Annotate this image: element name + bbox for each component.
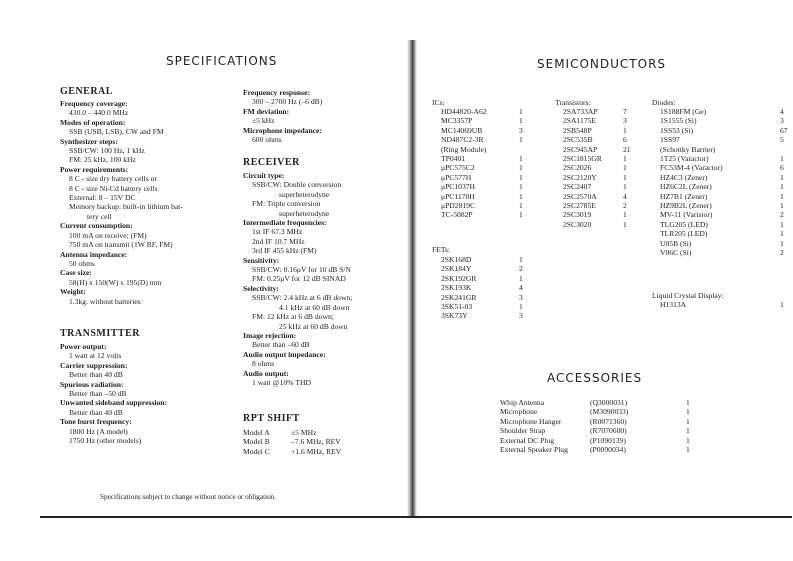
part-name: U05B (Si) — [660, 238, 692, 248]
part-row — [441, 145, 523, 154]
part-qty: 1 — [780, 191, 784, 201]
part-row — [563, 145, 631, 154]
part-qty: 1 — [780, 172, 784, 182]
spec-value: 2nd IF 10.7 MHz — [252, 236, 305, 246]
accessory-name: Microphone Hanger — [500, 416, 562, 426]
part-qty: 7 — [623, 107, 627, 116]
rpt-value: ±5 MHz — [291, 428, 317, 437]
part-row — [441, 255, 523, 264]
part-row — [563, 192, 631, 201]
part-row — [441, 283, 523, 292]
part-qty: 21 — [623, 144, 631, 154]
receiver-list — [243, 171, 352, 387]
part-name: TLG205 (LED) — [660, 219, 708, 229]
part-qty: 1 — [780, 154, 784, 164]
spec-value: 8 ohms — [252, 359, 275, 369]
spec-value: 1 watt at 12 volts — [69, 351, 122, 361]
spec-value: Better than 40 dB — [69, 370, 123, 380]
part-name: μPC575C2 — [441, 163, 475, 173]
part-qty: 1 — [623, 125, 627, 135]
part-qty: 4 — [519, 283, 523, 293]
spec-label: Modes of operation: — [60, 117, 126, 127]
part-name: 2SC3019 — [563, 210, 592, 220]
part-qty: 1 — [623, 154, 627, 164]
spec-label: Unwanted sideband suppression: — [60, 398, 168, 408]
part-name: μPC1037H — [441, 182, 476, 192]
spec-value: superheterodyne — [279, 189, 330, 199]
general-list — [60, 99, 183, 306]
spec-value: SSB (USB, LSB), CW and FM — [69, 127, 164, 137]
spec-label: Case size: — [60, 268, 92, 278]
rpt-model: Model A — [243, 428, 270, 437]
part-row — [660, 135, 788, 144]
spec-value: 25 kHz at 60 dB down — [279, 321, 348, 331]
semiconductors-title: SEMICONDUCTORS — [537, 57, 667, 71]
part-row — [660, 210, 788, 219]
specifications-footnote: Specifications subject to change without notice or obligation. — [100, 493, 277, 501]
part-qty: 1 — [519, 191, 523, 201]
accessory-row — [500, 417, 706, 426]
part-qty: 3 — [519, 292, 523, 302]
fets-heading: FETs: — [432, 245, 451, 254]
part-row — [660, 248, 788, 257]
part-name: HZ9B2L (Zener) — [660, 201, 712, 211]
spec-label: FM deviation: — [243, 106, 290, 116]
spec-label: Spurious radiation: — [60, 379, 124, 389]
part-name: 2SK184Y — [441, 264, 472, 274]
part-row — [660, 163, 788, 172]
part-qty: 1 — [780, 300, 784, 309]
accessory-row — [500, 426, 706, 435]
specifications-title: SPECIFICATIONS — [166, 54, 278, 68]
accessory-code: (M3090033) — [590, 407, 629, 417]
spec-label: Current consumption: — [60, 221, 133, 231]
part-row — [660, 116, 788, 125]
accessory-row — [500, 398, 706, 407]
spec-value: SSB/CW: Double conversion — [252, 180, 342, 190]
lcd-list — [660, 300, 784, 309]
spec-value: Memory backup: built-in lithium bat- — [69, 202, 183, 212]
spec-value: FM: Triple conversion — [252, 199, 321, 209]
accessory-name: External Speaker Plug — [500, 445, 568, 455]
accessory-qty: 1 — [686, 398, 690, 407]
part-qty: 2 — [623, 201, 627, 211]
part-qty: 1 — [780, 219, 784, 229]
fets-list — [441, 255, 523, 321]
part-row — [441, 264, 523, 273]
part-row — [441, 135, 523, 144]
spec-value: 100 mA on receive; (FM) — [69, 230, 147, 240]
part-qty: 1 — [519, 154, 523, 164]
accessory-code: (R7070600) — [590, 426, 627, 436]
part-name: TC-5082P — [441, 210, 473, 220]
part-name: TLR205 (LED) — [660, 229, 708, 239]
part-qty: 2 — [780, 210, 784, 220]
part-qty: 1 — [623, 172, 627, 182]
spec-value: Better than –60 dB — [252, 340, 310, 350]
part-row — [441, 293, 523, 302]
part-row — [441, 126, 523, 135]
part-qty: 5 — [780, 135, 784, 145]
spec-value: SSB/CW: 2.4 kHz at 6 dB down; — [252, 293, 353, 303]
part-name: 2SK241GR — [441, 292, 477, 302]
rpt-shift-table — [243, 428, 341, 456]
part-row — [563, 210, 631, 219]
part-qty: 3 — [519, 311, 523, 321]
part-row — [441, 274, 523, 283]
part-name: 2SK192GR — [441, 273, 477, 283]
part-name: V06C (Si) — [660, 248, 692, 258]
accessory-qty: 1 — [686, 426, 690, 436]
spec-value: 300 – 2700 Hz (–6 dB) — [252, 97, 323, 107]
part-row — [660, 182, 788, 191]
spec-label: Tone burst frequency: — [60, 417, 132, 427]
part-qty: 1 — [519, 182, 523, 192]
spec-value: FM: 12 kHz at 6 dB down; — [252, 312, 334, 322]
spec-value: Better than 40 dB — [69, 407, 123, 417]
spec-label: Circuit type: — [243, 171, 285, 180]
accessory-row — [500, 445, 706, 454]
part-name: 2SC3020 — [563, 219, 592, 229]
ics-list — [441, 107, 523, 220]
rpt-value: +1.6 MHz, REV — [291, 446, 342, 456]
part-row — [441, 107, 523, 116]
part-name: HZ4C3 (Zener) — [660, 172, 708, 182]
part-row — [660, 107, 788, 116]
book-spine — [407, 40, 417, 516]
part-name: 2SC2407 — [563, 182, 592, 192]
part-row — [441, 182, 523, 191]
part-row — [441, 210, 523, 219]
spec-value: 1.3kg. without batteries — [69, 296, 141, 306]
part-qty: 1 — [519, 255, 523, 264]
part-row — [660, 154, 788, 163]
part-qty: 2 — [780, 248, 784, 258]
part-qty: 1 — [780, 201, 784, 211]
spec-value: FM: 0.25μV for 12 dB SINAD — [252, 274, 346, 284]
rpt-shift-heading: RPT SHIFT — [243, 413, 300, 424]
part-name: μPC1170H — [441, 191, 475, 201]
part-row — [563, 182, 631, 191]
lcd-heading: Liquid Crystal Display: — [652, 291, 724, 300]
part-qty: 1 — [519, 116, 523, 126]
part-name: 1T25 (Varactor) — [660, 154, 709, 164]
accessory-code: (R0071360) — [590, 416, 627, 426]
rpt-shift-row — [243, 428, 341, 437]
part-name: 1SS53 (Si) — [660, 125, 694, 135]
part-qty: 1 — [519, 302, 523, 312]
part-name: ND487C2-3R — [441, 135, 484, 145]
part-row — [660, 145, 788, 154]
part-name: HZ7B1 (Zener) — [660, 191, 708, 201]
part-name: FC53M-4 (Varactor) — [660, 163, 723, 173]
part-qty: 1 — [623, 219, 627, 229]
part-row — [563, 135, 631, 144]
accessory-code: (Q3000031) — [590, 398, 628, 407]
part-qty: 1 — [780, 229, 784, 239]
accessory-name: Microphone — [500, 407, 538, 417]
part-row — [660, 300, 784, 309]
accessory-row — [500, 407, 706, 416]
col2-top-list — [243, 88, 322, 144]
spec-value: 50 ohms — [69, 258, 95, 268]
part-row — [660, 201, 788, 210]
part-row — [660, 192, 788, 201]
part-name: 2SC2120Y — [563, 172, 597, 182]
part-name: 2SB548P — [563, 125, 592, 135]
part-row — [441, 173, 523, 182]
part-row — [660, 126, 788, 135]
part-row — [441, 302, 523, 311]
accessory-code: (P0090034) — [590, 445, 626, 455]
rpt-shift-row — [243, 437, 341, 446]
part-name: 2SC535B — [563, 135, 593, 145]
part-qty: 4 — [780, 107, 784, 116]
part-row — [563, 116, 631, 125]
part-qty: 1 — [519, 135, 523, 145]
transistors-list — [563, 107, 631, 229]
general-heading: GENERAL — [60, 86, 113, 97]
accessory-name: Whip Antenna — [500, 398, 545, 407]
part-qty: 3 — [780, 116, 784, 126]
accessory-qty: 1 — [686, 445, 690, 455]
part-name: 2SC1815GR — [563, 154, 602, 164]
spec-value: 430.0 – 440.0 MHz — [69, 108, 129, 118]
part-qty: 6 — [623, 135, 627, 145]
part-row — [563, 173, 631, 182]
accessories-table — [500, 398, 706, 454]
part-qty: 1 — [780, 238, 784, 248]
spec-value: 1st IF 67.3 MHz — [252, 227, 303, 237]
part-row — [441, 192, 523, 201]
part-qty: 1 — [519, 201, 523, 211]
part-name: TP0401 — [441, 154, 466, 164]
accessory-name: Shoulder Strap — [500, 426, 546, 436]
spec-value: 3rd IF 455 kHz (FM) — [252, 246, 317, 256]
spec-value: FM: 25 kHz, 100 kHz — [69, 155, 136, 165]
part-name: 2SC945AP — [563, 144, 598, 154]
ics-heading: ICs: — [432, 98, 445, 107]
part-name: 3SK73Y — [441, 311, 468, 321]
part-qty: 1 — [519, 107, 523, 116]
accessory-qty: 1 — [686, 435, 690, 445]
part-name: HZ6C2L (Zener) — [660, 182, 712, 192]
spec-label: Carrier suppression: — [60, 360, 128, 370]
part-name: 1S1555 (Si) — [660, 116, 697, 126]
spec-label: Frequency coverage: — [60, 99, 128, 108]
part-row — [563, 107, 631, 116]
part-name: MC3357P — [441, 116, 473, 126]
part-qty: 1 — [519, 273, 523, 283]
transmitter-heading: TRANSMITTER — [60, 328, 140, 339]
part-qty: 3 — [519, 125, 523, 135]
spec-label: Synthesizer steps: — [60, 136, 118, 146]
spec-value: 58(H) x 150(W) x 195(D) mm — [69, 277, 162, 287]
spec-value: ±5 kHz — [252, 116, 275, 126]
spec-value: 600 ohms — [252, 135, 282, 145]
accessory-code: (P1090139) — [590, 435, 626, 445]
spec-value: tery cell — [87, 211, 112, 221]
part-qty: 4 — [623, 191, 627, 201]
part-row — [563, 163, 631, 172]
part-name: 3SK51-03 — [441, 302, 473, 312]
part-row — [660, 173, 788, 182]
spec-value: SSB/CW: 0.16μV for 10 dB S/N — [252, 265, 352, 275]
part-qty: 1 — [623, 182, 627, 192]
spec-label: Audio output impedance: — [243, 349, 326, 359]
part-name: μPC577H — [441, 172, 472, 182]
part-name: μPD2819C — [441, 201, 476, 211]
part-name: (Ring Module) — [441, 144, 487, 154]
spec-label: Frequency response: — [243, 88, 311, 97]
part-name: 2SA1175E — [563, 116, 597, 126]
part-qty: 1 — [519, 210, 523, 220]
transistors-heading: Transistors: — [555, 98, 591, 107]
rpt-shift-row — [243, 447, 341, 456]
diodes-heading: Diodes: — [652, 98, 676, 107]
spec-value: 1800 Hz (A model) — [69, 426, 128, 436]
part-row — [441, 116, 523, 125]
part-name: MC14069UB — [441, 125, 483, 135]
part-name: 2SK193K — [441, 283, 472, 293]
part-name: HD44820-A62 — [441, 107, 487, 116]
part-name: 2SC2785E — [563, 201, 596, 211]
part-qty: 3 — [623, 116, 627, 126]
part-qty: 67 — [780, 125, 788, 135]
part-qty: 1 — [623, 210, 627, 220]
accessory-row — [500, 436, 706, 445]
spec-value: External: 8 – 15V DC — [69, 193, 136, 203]
part-qty: 1 — [780, 182, 784, 192]
part-name: 1SS97 — [660, 135, 680, 145]
spec-label: Image rejection: — [243, 330, 297, 340]
receiver-heading: RECEIVER — [243, 157, 300, 168]
bottom-rule — [40, 516, 792, 518]
part-name: 2SA733AP — [563, 107, 598, 116]
spec-value: 8 C - size dry battery cells or — [69, 174, 157, 184]
part-row — [441, 163, 523, 172]
accessories-title: ACCESSORIES — [547, 371, 643, 385]
part-row — [563, 220, 631, 229]
part-row — [563, 201, 631, 210]
accessory-name: External DC Plug — [500, 435, 554, 445]
spec-label: Weight: — [60, 287, 86, 297]
part-row — [660, 239, 788, 248]
spec-value: Better than –50 dB — [69, 389, 127, 399]
part-row — [441, 311, 523, 320]
part-name: MV-11 (Varistor) — [660, 210, 713, 220]
part-row — [660, 220, 788, 229]
accessory-qty: 1 — [686, 407, 690, 417]
part-qty: 1 — [623, 163, 627, 173]
rpt-model: Model B — [243, 437, 270, 447]
spec-value: 1750 Hz (other models) — [69, 436, 142, 446]
spec-label: Selectivity: — [243, 283, 279, 293]
part-row — [563, 126, 631, 135]
spec-label: Antenna impedance: — [60, 249, 128, 259]
spec-value: 1 watt @10% THD — [252, 377, 311, 387]
spec-value: 750 mA on transmit (1W RF, FM) — [69, 240, 173, 250]
transmitter-list — [60, 342, 167, 445]
part-name: H1313A — [660, 300, 687, 309]
part-name: 2SC2570A — [563, 191, 597, 201]
rpt-model: Model C — [243, 446, 270, 456]
spec-label: Audio output: — [243, 368, 289, 378]
spec-value: 8 C - size Ni-Cd battery cells — [69, 183, 158, 193]
spec-label: Sensitivity: — [243, 255, 280, 265]
part-name: 2SC2026 — [563, 163, 592, 173]
part-row — [563, 154, 631, 163]
part-qty: 1 — [519, 163, 523, 173]
part-qty: 1 — [519, 172, 523, 182]
spec-value: SSB/CW: 100 Hz, 1 kHz — [69, 146, 145, 156]
spec-value: 4.1 kHz at 60 dB down — [279, 302, 350, 312]
rpt-value: –7.6 MHz, REV — [291, 437, 341, 447]
spec-label: Microphone impedance: — [243, 125, 322, 135]
part-name: (Schottky Barrier) — [660, 144, 716, 154]
part-name: 1S188FM (Ge) — [660, 107, 707, 116]
part-qty: 2 — [519, 264, 523, 274]
part-row — [441, 154, 523, 163]
diodes-list — [660, 107, 788, 258]
part-name: 2SK168D — [441, 255, 472, 264]
spec-value: superheterodyne — [279, 208, 330, 218]
part-qty: 6 — [780, 163, 784, 173]
part-row — [441, 201, 523, 210]
spec-label: Power output: — [60, 342, 107, 351]
spec-label: Intermediate frequencies: — [243, 218, 327, 228]
spec-label: Power requirements: — [60, 164, 129, 174]
accessory-qty: 1 — [686, 416, 690, 426]
part-row — [660, 229, 788, 238]
